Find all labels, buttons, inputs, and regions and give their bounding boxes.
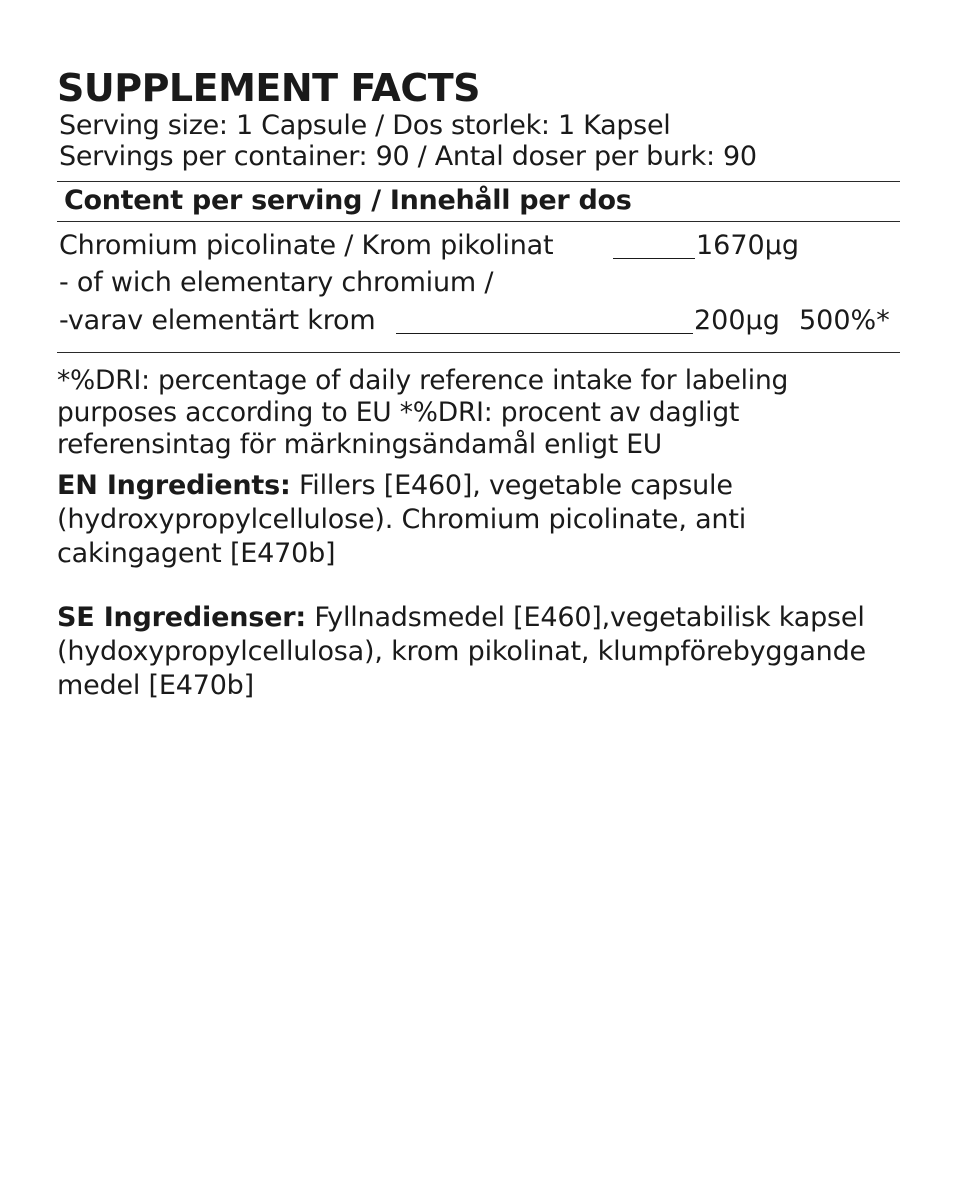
nutrient-subname-line2: -varav elementärt krom	[59, 305, 376, 336]
nutrient-subname-line1: - of wich elementary chromium /	[59, 267, 494, 298]
serving-size: Serving size: 1 Capsule / Dos storlek: 1 Kapsel	[59, 110, 671, 141]
ingredients-en	[57, 469, 902, 571]
ingredients-en-heading: EN Ingredients:	[57, 470, 291, 501]
nutrient-divider	[57, 352, 900, 353]
nutrient-dri-elementary-chromium: 500%*	[799, 305, 890, 336]
nutrient-amount-elementary-chromium: 200μg	[694, 305, 780, 336]
nutrient-amount-chromium-picolinate: 1670μg	[696, 230, 800, 261]
ingredients-se-text: Fyllnadsmedel [E460],vegetabilisk kapsel (hydoxypropylcellulosa), krom pikolinat, klumpförebyggande medel [E470b]	[57, 602, 866, 701]
ingredients-se-heading: SE Ingredienser:	[57, 602, 306, 633]
leader-line	[396, 333, 693, 334]
nutrient-name-chromium-picolinate: Chromium picolinate / Krom pikolinat	[59, 230, 554, 261]
content-per-serving-heading: Content per serving / Innehåll per dos	[64, 185, 632, 216]
ingredients-se	[57, 601, 902, 703]
top-divider	[57, 181, 900, 182]
dri-footnote: *%DRI: percentage of daily reference intake for labeling purposes according to EU *%DRI: procent av dagligt referensintag för märkningsändamål enligt EU	[57, 365, 789, 460]
ingredients-en-text: Fillers [E460], vegetable capsule (hydroxypropylcellulose). Chromium picolinate, anti cakingagent [E470b]	[57, 470, 747, 569]
content-divider	[57, 221, 900, 222]
label-title: SUPPLEMENT FACTS	[57, 66, 481, 110]
leader-line	[613, 258, 695, 259]
servings-per-container: Servings per container: 90 / Antal doser per burk: 90	[59, 141, 757, 172]
